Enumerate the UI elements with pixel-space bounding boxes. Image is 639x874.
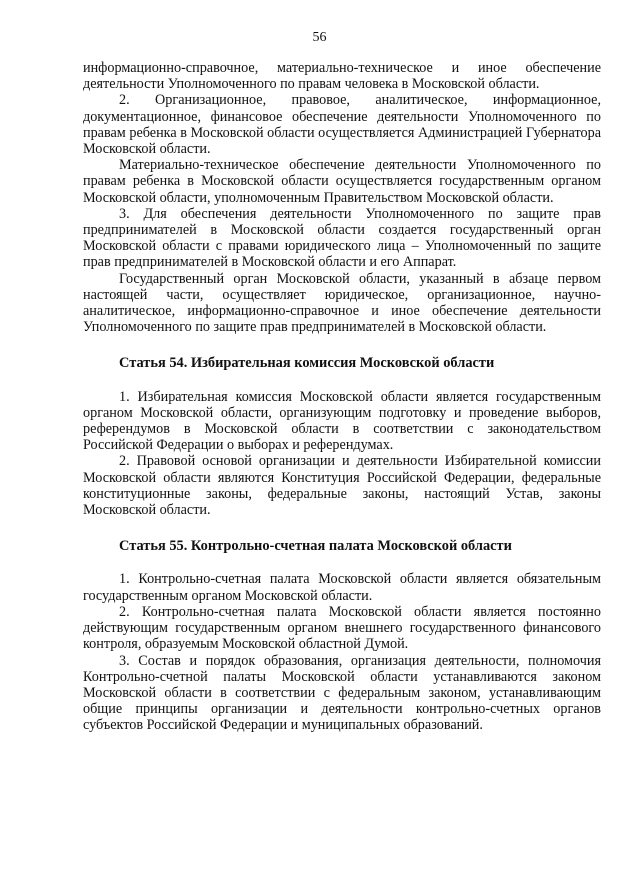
- page-number: 56: [312, 30, 327, 45]
- spacer: [83, 518, 601, 538]
- paragraph: 1. Контрольно-счетная палата Московской области является обязательным государственным органом Московской области.: [83, 571, 601, 604]
- spacer: [83, 554, 601, 571]
- spacer: [83, 372, 601, 389]
- paragraph: 2. Организационное, правовое, аналитическое, информационное, документационное, финансовое обеспечение деятельности Уполномоченного по правам ребенка в Московской области осуществляется Администрацией Губернатора Московской области.: [83, 92, 601, 158]
- paragraph: 3. Для обеспечения деятельности Уполномоченного по защите прав предпринимателей в Московской области создается государственный орган Московской области с правами юридического лица – Уполномоченный по защите прав предпринимателей в Московской области и его Аппарат.: [83, 205, 601, 271]
- article-heading: Статья 54. Избирательная комиссия Московской области: [119, 355, 495, 372]
- paragraph: 3. Состав и порядок образования, организация деятельности, полномочия Контрольно-счетной палаты Московской области устанавливаются законом Московской области в соответствии с федеральным законом, устанавливающим общие принципы организации и деятельности контрольно-счетных органов субъектов Российской Федерации и муниципальных образований.: [83, 652, 601, 734]
- paragraph: Государственный орган Московской области, указанный в абзаце первом настоящей части, осуществляет юридическое, организационное, научно-аналитическое, информационно-справочное и иное обеспечение деятельности Уполномоченного по защите прав предпринимателей в Московской области.: [83, 270, 601, 336]
- spacer: [83, 335, 601, 355]
- paragraph: Материально-техническое обеспечение деятельности Уполномоченного по правам ребенка в Московской области осуществляется государственным органом Московской области, уполномоченным Правительством Московской области.: [83, 157, 601, 206]
- paragraph: 2. Контрольно-счетная палата Московской области является постоянно действующим государственным органом внешнего государственного финансового контроля, образуемым Московской областной Думой.: [83, 603, 601, 653]
- article-heading: Статья 55. Контрольно-счетная палата Московской области: [119, 538, 512, 555]
- paragraph: 1. Избирательная комиссия Московской области является государственным органом Московской области, организующим подготовку и проведение выборов, референдумов в Московской области в соответствии с законодательством Российской Федерации о выборах и референдумах.: [83, 388, 601, 454]
- document-body: [83, 60, 601, 734]
- paragraph: информационно-справочное, материально-техническое и иное обеспечение деятельности Уполномоченного по правам человека в Московской области.: [83, 60, 601, 93]
- paragraph: 2. Правовой основой организации и деятельности Избирательной комиссии Московской области являются Конституция Российской Федерации, федеральные конституционные законы, федеральные законы, настоящий Устав, законы Московской области.: [83, 453, 601, 519]
